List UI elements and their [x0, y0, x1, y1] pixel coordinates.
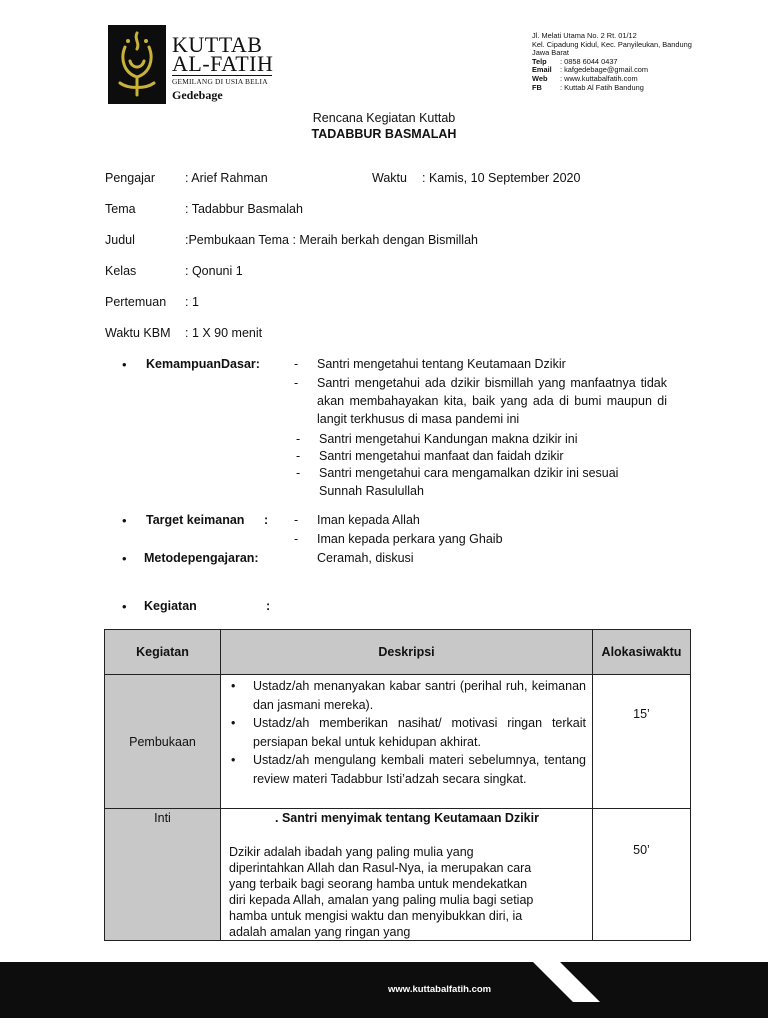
bullet-icon: •: [122, 599, 127, 614]
target-item-1: Iman kepada Allah: [317, 513, 420, 527]
web-label: Web: [532, 73, 548, 83]
footer-url: www.kuttabalfatih.com: [388, 984, 492, 995]
logo-tagline: GEMILANG DI USIA BELIA: [172, 75, 272, 86]
inti-paragraph: Dzikir adalah ibadah yang paling mulia yang diperintahkan Allah dan Rasul-Nya, ia merupakan cara yang terbaik bagi seorang hamba untuk mendekatkan diri kepada Allah, amalan yang paling mulia bagi setiap hamba untuk mengisi waktu dan menyibukkan diri, ia adalah amalan yang ringan yang: [229, 845, 534, 939]
footer-banner: [0, 962, 768, 1018]
bullet-icon: •: [122, 513, 127, 528]
row-waktu-inti: 50’: [593, 809, 691, 941]
email-value: : kafgedebage@gmail.com: [560, 65, 649, 75]
kelas-value: : Qonuni 1: [185, 264, 243, 278]
bullet-icon: •: [122, 551, 127, 566]
telp-value: : 0858 6044 0437: [560, 56, 618, 66]
activity-table: [104, 629, 691, 941]
pertemuan-value: : 1: [185, 295, 199, 309]
fb-value: : Kuttab Al Fatih Bandung: [560, 82, 644, 92]
logo-name-line2: AL-FATIH: [172, 51, 274, 76]
dash-icon: -: [294, 513, 299, 527]
row-deskripsi-inti: [221, 809, 593, 941]
kemampuan-item-5: Santri mengetahui cara mengamalkan dzikir ini sesuai Sunnah Rasulullah: [319, 466, 619, 498]
header-alokasi-waktu: Alokasiwaktu: [593, 630, 691, 675]
email-label: Email: [532, 65, 552, 75]
kemampuan-item-4: Santri mengetahui manfaat dan faidah dzikir: [319, 449, 564, 463]
address-line1: Jl. Melati Utama No. 2 Rt. 01/12: [532, 31, 637, 40]
kemampuan-item-1: Santri mengetahui tentang Keutamaan Dzikir: [317, 357, 566, 371]
dash-icon: -: [296, 432, 301, 446]
kemampuan-item-3: Santri mengetahui Kandungan makna dzikir ini: [319, 432, 578, 446]
logo-name-line1: KUTTAB: [172, 32, 263, 57]
logo-branch: Gedebage: [172, 88, 223, 102]
target-label: Target keimanan: [146, 513, 245, 527]
calligraphy-icon: [108, 25, 166, 104]
row-waktu-pembukaan: 15’: [593, 675, 691, 809]
tema-label: Tema: [105, 202, 136, 216]
logo-emblem: [108, 25, 166, 104]
dash-icon: -: [294, 532, 299, 546]
target-colon: :: [264, 513, 269, 527]
kemampuan-item-2: Santri mengetahui ada dzikir bismillah yang manfaatnya tidak akan membahayakan kita, baik yang ada di bumi maupun di langit terkhusus di masa pandemi ini: [317, 376, 667, 426]
address-block: [532, 32, 732, 92]
waktu-label: Waktu: [372, 171, 407, 185]
kegiatan-colon: :: [266, 599, 271, 613]
telp-label: Telp: [532, 56, 547, 66]
pengajar-label: Pengajar: [105, 171, 156, 185]
kegiatan-label: Kegiatan: [144, 599, 197, 613]
kemampuan-label: KemampuanDasar:: [146, 357, 260, 371]
metode-value: Ceramah, diskusi: [317, 551, 414, 565]
list-item: • Ustadz/ah menanyakan kabar santri (perihal ruh, keimanan dan jasmani mereka).: [221, 677, 592, 714]
list-item: • Ustadz/ah mengulang kembali materi sebelumnya, tentang review materi Tadabbur Isti’adzah secara singkat.: [221, 751, 592, 788]
document-subtitle: TADABBUR BASMALAH: [311, 127, 457, 141]
inti-heading: . Santri menyimak tentang Keutamaan Dzikir: [275, 811, 539, 825]
header-deskripsi: Deskripsi: [221, 630, 593, 675]
target-item-2: Iman kepada perkara yang Ghaib: [317, 532, 503, 546]
dash-icon: -: [294, 376, 299, 390]
dash-icon: -: [296, 466, 301, 480]
pertemuan-label: Pertemuan: [105, 295, 167, 309]
kelas-label: Kelas: [105, 264, 137, 278]
address-line2: Kel. Cipadung Kidul, Kec. Panyileukan, Bandung: [532, 39, 692, 49]
row-kegiatan-inti: Inti: [105, 809, 221, 941]
tema-value: : Tadabbur Basmalah: [185, 202, 303, 216]
bullet-icon: •: [122, 357, 127, 372]
list-item: • Ustadz/ah memberikan nasihat/ motivasi ringan terkait persiapan bekal untuk kehidupan akhirat.: [221, 714, 592, 751]
row-deskripsi-pembukaan: [221, 675, 593, 809]
fb-label: FB: [532, 82, 542, 92]
dash-icon: -: [296, 449, 301, 463]
web-value: : www.kuttabalfatih.com: [560, 73, 638, 83]
address-line3: Jawa Barat: [532, 48, 569, 58]
waktu-kbm-label: Waktu KBM: [105, 326, 171, 340]
pengajar-value: : Arief Rahman: [185, 171, 268, 185]
judul-value: :Pembukaan Tema : Meraih berkah dengan Bismillah: [185, 233, 478, 247]
metode-label: Metodepengajaran:: [144, 551, 259, 565]
row-kegiatan-pembukaan: Pembukaan: [105, 675, 221, 809]
waktu-value: : Kamis, 10 September 2020: [422, 171, 581, 185]
table-header-row: [105, 630, 691, 675]
waktu-kbm-value: : 1 X 90 menit: [185, 326, 263, 340]
document-title: Rencana Kegiatan Kuttab: [312, 111, 456, 125]
dash-icon: -: [294, 357, 299, 371]
table-row: [105, 809, 691, 941]
header-kegiatan: Kegiatan: [105, 630, 221, 675]
table-row: [105, 675, 691, 809]
judul-label: Judul: [105, 233, 135, 247]
